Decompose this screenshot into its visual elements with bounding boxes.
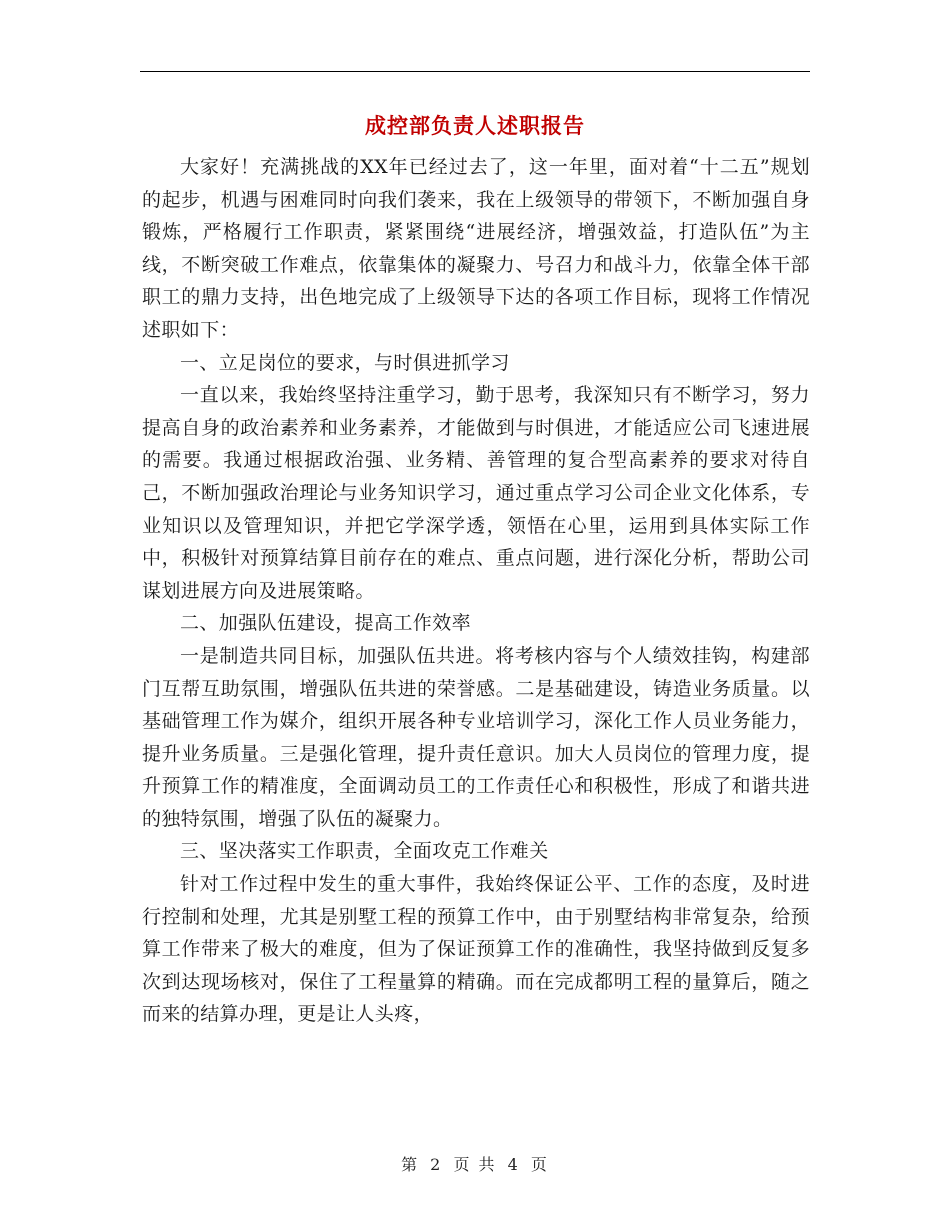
document-body — [142, 151, 810, 1031]
page-footer — [0, 1152, 950, 1175]
current-page-number: 2 — [430, 1155, 443, 1174]
section-heading-2: 二、加强队伍建设，提高工作效率 — [180, 612, 472, 635]
paragraph-section-2: 一是制造共同目标，加强队伍共进。将考核内容与个人绩效挂钩，构建部门互帮互助氛围，增强队伍共进的荣誉感。二是基础建设，铸造业务质量。以基础管理工作为媒介，组织开展各种专业培训学习，深化工作人员业务能力，提升业务质量。三是强化管理，提升责任意识。加大人员岗位的管理力度，提升预算工作的精准度，全面调动员工的工作责任心和积极性，形成了和谐共进的独特氛围，增强了队伍的凝聚力。 — [142, 644, 810, 830]
section-heading-1: 一、立足岗位的要求，与时俱进抓学习 — [180, 351, 510, 374]
footer-middle: 页 共 — [453, 1155, 497, 1174]
section-heading-3: 三、坚决落实工作职责，全面攻克工作难关 — [180, 840, 549, 863]
paragraph-intro: 大家好！充满挑战的XX年已经过去了，这一年里，面对着“十二五”规划的起步，机遇与困难同时向我们袭来，我在上级领导的带领下，不断加强自身锻炼，严格履行工作职责，紧紧围绕“进展经济，增强效益，打造队伍”为主线，不断突破工作难点，依靠集体的凝聚力、号召力和战斗力，依靠全体干部职工的鼎力支持，出色地完成了上级领导下达的各项工作目标，现将工作情况述职如下： — [142, 156, 810, 341]
total-page-number: 4 — [507, 1155, 520, 1174]
paragraph-section-1: 一直以来，我始终坚持注重学习，勤于思考，我深知只有不断学习，努力提高自身的政治素养和业务素养，才能做到与时俱进，才能适应公司飞速进展的需要。我通过根据政治强、业务精、善管理的复合型高素养的要求对待自己，不断加强政治理论与业务知识学习，通过重点学习公司企业文化体系，专业知识以及管理知识，并把它学深学透，领悟在心里，运用到具体实际工作中，积极针对预算结算目前存在的难点、重点问题，进行深化分析，帮助公司谋划进展方向及进展策略。 — [142, 384, 810, 602]
footer-suffix: 页 — [530, 1155, 549, 1174]
header-rule — [140, 71, 810, 72]
footer-prefix: 第 — [401, 1155, 420, 1174]
document-title: 成控部负责人述职报告 — [365, 113, 585, 138]
paragraph-section-3: 针对工作过程中发生的重大事件，我始终保证公平、工作的态度，及时进行控制和处理，尤其是别墅工程的预算工作中，由于别墅结构非常复杂，给预算工作带来了极大的难度，但为了保证预算工作的准确性，我坚持做到反复多次到达现场核对，保住了工程量算的精确。而在完成都明工程的量算后，随之而来的结算办理，更是让人头疼， — [142, 873, 810, 1026]
